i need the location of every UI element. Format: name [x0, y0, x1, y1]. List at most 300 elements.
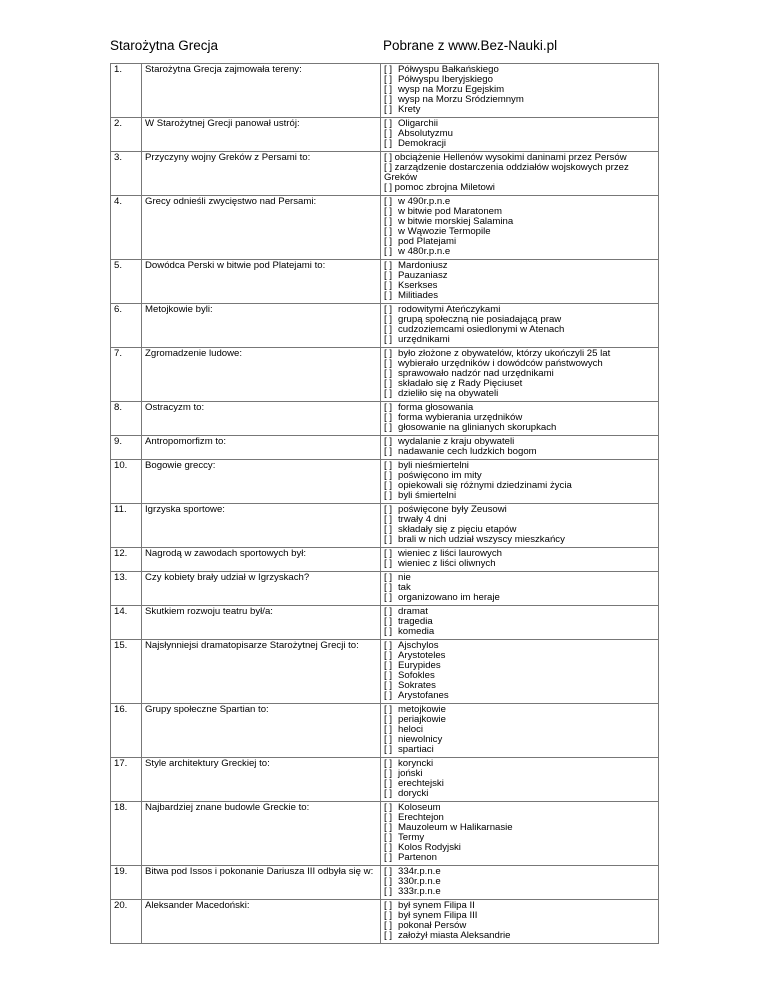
answer-checkbox[interactable]: [ ] [384, 759, 392, 769]
answer-checkbox[interactable]: [ ] [384, 671, 392, 681]
answer-option[interactable] [384, 789, 655, 799]
answer-option[interactable] [384, 617, 655, 627]
answer-option-label: spartiaci [398, 745, 434, 755]
question-number: 3. [111, 152, 142, 196]
answer-option-label: trwały 4 dni [398, 515, 447, 525]
answer-option[interactable] [384, 803, 655, 813]
answer-option[interactable] [384, 271, 655, 281]
answer-option-label: urzędnikami [398, 335, 450, 345]
answer-checkbox[interactable]: [ ] [384, 423, 392, 433]
answer-option[interactable] [384, 661, 655, 671]
answer-option-label: w bitwie morskiej Salamina [398, 217, 514, 227]
answer-checkbox[interactable]: [ ] [384, 75, 392, 85]
answer-option[interactable] [384, 681, 655, 691]
answer-checkbox[interactable]: [ ] [384, 813, 392, 823]
answer-checkbox[interactable]: [ ] [384, 853, 392, 863]
answer-option-label: erechtejski [398, 779, 444, 789]
answer-option-label: wysp na Morzu Egejskim [398, 85, 505, 95]
question-row [111, 402, 659, 436]
answer-checkbox[interactable]: [ ] [384, 833, 392, 843]
answer-option-label: był synem Filipa II [398, 901, 475, 911]
answer-option-label: komedia [398, 627, 435, 637]
answer-option[interactable] [384, 75, 655, 85]
question-number: 2. [111, 118, 142, 152]
answer-option-label: Erechtejon [398, 813, 444, 823]
question-text: Bitwa pod Issos i pokonanie Dariusza III odbyła się w: [142, 866, 381, 900]
answer-option-label: tragedia [398, 617, 433, 627]
answer-checkbox[interactable]: [ ] [384, 315, 392, 325]
answer-option[interactable] [384, 715, 655, 725]
answer-option[interactable] [384, 163, 655, 183]
question-text: Igrzyska sportowe: [142, 504, 381, 548]
question-row [111, 866, 659, 900]
answer-checkbox[interactable]: [ ] [384, 325, 392, 335]
answer-option-label: składały się z pięciu etapów [398, 525, 517, 535]
question-text: Skutkiem rozwoju teatru był/a: [142, 606, 381, 640]
question-text: Dowódca Perski w bitwie pod Platejami to: [142, 260, 381, 304]
answer-checkbox[interactable]: [ ] [384, 403, 392, 413]
answer-option-label: Pauzaniasz [398, 271, 448, 281]
answer-options [381, 460, 659, 504]
answer-options [381, 118, 659, 152]
answer-checkbox[interactable]: [ ] [384, 349, 392, 359]
question-text: Czy kobiety brały udział w Igrzyskach? [142, 572, 381, 606]
answer-option[interactable] [384, 573, 655, 583]
answer-checkbox[interactable]: [ ] [384, 471, 392, 481]
answer-option[interactable] [384, 335, 655, 345]
answer-option[interactable] [384, 471, 655, 481]
answer-option-label: Koloseum [398, 803, 441, 813]
answer-option-label: cudzoziemcami osiedlonymi w Atenach [398, 325, 565, 335]
answer-option-label: Kolos Rodyjski [398, 843, 461, 853]
answer-option-label: 333r.p.n.e [398, 887, 441, 897]
answer-option[interactable] [384, 95, 655, 105]
answer-checkbox[interactable]: [ ] [384, 217, 392, 227]
answer-option-label: Krety [398, 105, 421, 115]
answer-option-label: tak [398, 583, 411, 593]
answer-option-label: wieniec z liści oliwnych [398, 559, 496, 569]
question-text: Style architektury Greckiej to: [142, 758, 381, 802]
answer-checkbox[interactable]: [ ] [384, 803, 392, 813]
answer-options [381, 572, 659, 606]
answer-checkbox[interactable]: [ ] [384, 573, 392, 583]
answer-checkbox[interactable]: [ ] [384, 505, 392, 515]
question-number: 6. [111, 304, 142, 348]
answer-option-label: Sofokles [398, 671, 435, 681]
answer-checkbox[interactable]: [ ] [384, 769, 392, 779]
answer-checkbox[interactable]: [ ] [384, 515, 392, 525]
answer-option-label: byli nieśmiertelni [398, 461, 469, 471]
question-text: Nagrodą w zawodach sportowych był: [142, 548, 381, 572]
answer-option[interactable] [384, 921, 655, 931]
answer-option-label: zarządzenie dostarczenia oddziałów wojskowych przez Greków [384, 163, 629, 183]
answer-checkbox[interactable]: [ ] [384, 725, 392, 735]
answer-option-label: Partenon [398, 853, 437, 863]
answer-checkbox[interactable]: [ ] [384, 627, 392, 637]
answer-option-label: wieniec z liści laurowych [398, 549, 502, 559]
answer-options [381, 758, 659, 802]
answer-option[interactable] [384, 237, 655, 247]
answer-option[interactable] [384, 823, 655, 833]
question-row [111, 572, 659, 606]
answer-options [381, 866, 659, 900]
answer-checkbox[interactable]: [ ] [384, 183, 392, 193]
answer-option[interactable] [384, 911, 655, 921]
answer-option-label: Półwyspu Bałkańskiego [398, 65, 499, 75]
question-row [111, 118, 659, 152]
question-number: 16. [111, 704, 142, 758]
question-text: Bogowie greccy: [142, 460, 381, 504]
answer-option-label: wysp na Morzu Śródziemnym [398, 95, 524, 105]
answer-option[interactable] [384, 833, 655, 843]
answer-checkbox[interactable]: [ ] [384, 163, 392, 173]
answer-option-label: Ajschylos [398, 641, 439, 651]
answer-option[interactable] [384, 403, 655, 413]
answer-checkbox[interactable]: [ ] [384, 901, 392, 911]
answer-option-label: Termy [398, 833, 425, 843]
answer-option-label: sprawowało nadzór nad urzędnikami [398, 369, 554, 379]
answer-checkbox[interactable]: [ ] [384, 789, 392, 799]
answer-option[interactable] [384, 85, 655, 95]
answer-checkbox[interactable]: [ ] [384, 661, 392, 671]
answer-checkbox[interactable]: [ ] [384, 491, 392, 501]
answer-option[interactable] [384, 369, 655, 379]
answer-checkbox[interactable]: [ ] [384, 413, 392, 423]
answer-option[interactable] [384, 197, 655, 207]
answer-checkbox[interactable]: [ ] [384, 559, 392, 569]
answer-checkbox[interactable]: [ ] [384, 607, 392, 617]
answer-option-label: forma wybierania urzędników [398, 413, 523, 423]
answer-checkbox[interactable]: [ ] [384, 481, 392, 491]
answer-checkbox[interactable]: [ ] [384, 291, 392, 301]
question-row [111, 64, 659, 118]
answer-checkbox[interactable]: [ ] [384, 715, 392, 725]
answer-checkbox[interactable]: [ ] [384, 227, 392, 237]
answer-option[interactable] [384, 877, 655, 887]
answer-checkbox[interactable]: [ ] [384, 335, 392, 345]
answer-option[interactable] [384, 129, 655, 139]
answer-option-label: Półwyspu Iberyjskiego [398, 75, 493, 85]
answer-option[interactable] [384, 535, 655, 545]
question-number: 18. [111, 802, 142, 866]
answer-option-label: wydalanie z kraju obywateli [398, 437, 515, 447]
answer-options [381, 802, 659, 866]
answer-checkbox[interactable]: [ ] [384, 305, 392, 315]
answer-option[interactable] [384, 549, 655, 559]
answer-checkbox[interactable]: [ ] [384, 271, 392, 281]
answer-option-label: poświęcono im mity [398, 471, 482, 481]
answer-checkbox[interactable]: [ ] [384, 139, 392, 149]
answer-option-label: w bitwie pod Maratonem [398, 207, 502, 217]
answer-option-label: Demokracji [398, 139, 446, 149]
question-row [111, 606, 659, 640]
question-row [111, 436, 659, 460]
answer-option[interactable] [384, 627, 655, 637]
answer-checkbox[interactable]: [ ] [384, 237, 392, 247]
answer-option-label: był synem Filipa III [398, 911, 478, 921]
question-number: 8. [111, 402, 142, 436]
question-number: 5. [111, 260, 142, 304]
answer-option-label: pod Platejami [398, 237, 457, 247]
answer-option-label: Militiades [398, 291, 438, 301]
answer-option-label: dorycki [398, 789, 429, 799]
answer-option[interactable] [384, 491, 655, 501]
answer-option-label: Mardoniusz [398, 261, 448, 271]
answer-option[interactable] [384, 759, 655, 769]
question-number: 15. [111, 640, 142, 704]
answer-checkbox[interactable]: [ ] [384, 887, 392, 897]
answer-checkbox[interactable]: [ ] [384, 641, 392, 651]
answer-option-label: pokonał Persów [398, 921, 467, 931]
question-text: Antropomorfizm to: [142, 436, 381, 460]
answer-option-label: joński [398, 769, 423, 779]
answer-option-label: niewolnicy [398, 735, 443, 745]
answer-checkbox[interactable]: [ ] [384, 437, 392, 447]
answer-option[interactable] [384, 325, 655, 335]
answer-option-label: koryncki [398, 759, 434, 769]
question-row [111, 460, 659, 504]
question-row [111, 548, 659, 572]
question-number: 20. [111, 900, 142, 944]
answer-checkbox[interactable]: [ ] [384, 281, 392, 291]
answer-option-label: heloci [398, 725, 424, 735]
answer-checkbox[interactable]: [ ] [384, 447, 392, 457]
answer-option[interactable] [384, 65, 655, 75]
answer-option[interactable] [384, 105, 655, 115]
answer-option-label: poświęcone były Zeusowi [398, 505, 507, 515]
answer-checkbox[interactable]: [ ] [384, 583, 392, 593]
answer-option[interactable] [384, 481, 655, 491]
source-note: Pobrane z www.Bez-Nauki.pl [383, 38, 558, 53]
answer-option[interactable] [384, 671, 655, 681]
answer-options [381, 640, 659, 704]
answer-option[interactable] [384, 281, 655, 291]
answer-options [381, 196, 659, 260]
answer-checkbox[interactable]: [ ] [384, 651, 392, 661]
answer-option-label: opiekowali się różnymi dziedzinami życia [398, 481, 572, 491]
question-text: Grecy odnieśli zwycięstwo nad Persami: [142, 196, 381, 260]
answer-option[interactable] [384, 423, 655, 433]
answer-option[interactable] [384, 505, 655, 515]
answer-checkbox[interactable]: [ ] [384, 525, 392, 535]
answer-checkbox[interactable]: [ ] [384, 681, 392, 691]
answer-options [381, 348, 659, 402]
answer-option-label: rodowitymi Ateńczykami [398, 305, 501, 315]
answer-options [381, 900, 659, 944]
question-number: 9. [111, 436, 142, 460]
answer-option[interactable] [384, 779, 655, 789]
answer-option[interactable] [384, 641, 655, 651]
answer-checkbox[interactable]: [ ] [384, 379, 392, 389]
answer-checkbox[interactable]: [ ] [384, 745, 392, 755]
question-text: Najbardziej znane budowle Greckie to: [142, 802, 381, 866]
answer-checkbox[interactable]: [ ] [384, 389, 392, 399]
question-number: 11. [111, 504, 142, 548]
answer-checkbox[interactable]: [ ] [384, 823, 392, 833]
answer-checkbox[interactable]: [ ] [384, 911, 392, 921]
answer-options [381, 402, 659, 436]
question-number: 7. [111, 348, 142, 402]
answer-option-label: Eurypides [398, 661, 441, 671]
question-row [111, 196, 659, 260]
answer-option-label: dzieliło się na obywateli [398, 389, 499, 399]
answer-option[interactable] [384, 437, 655, 447]
question-number: 19. [111, 866, 142, 900]
answer-checkbox[interactable]: [ ] [384, 207, 392, 217]
answer-option[interactable] [384, 867, 655, 877]
answer-option-label: metojkowie [398, 705, 446, 715]
answer-option[interactable] [384, 227, 655, 237]
answer-option[interactable] [384, 207, 655, 217]
answer-option[interactable] [384, 931, 655, 941]
answer-option[interactable] [384, 461, 655, 471]
answer-checkbox[interactable]: [ ] [384, 931, 392, 941]
answer-checkbox[interactable]: [ ] [384, 369, 392, 379]
answer-option[interactable] [384, 593, 655, 603]
answer-option-label: wybierało urzędników i dowódców państwowych [398, 359, 603, 369]
question-number: 1. [111, 64, 142, 118]
answer-option[interactable] [384, 305, 655, 315]
question-number: 4. [111, 196, 142, 260]
question-text: Przyczyny wojny Greków z Persami to: [142, 152, 381, 196]
answer-option[interactable] [384, 119, 655, 129]
answer-checkbox[interactable]: [ ] [384, 735, 392, 745]
answer-option[interactable] [384, 349, 655, 359]
question-number: 17. [111, 758, 142, 802]
answer-options [381, 64, 659, 118]
answer-option-label: składało się z Rady Pięciuset [398, 379, 523, 389]
answer-options [381, 606, 659, 640]
answer-option[interactable] [384, 853, 655, 863]
answer-option[interactable] [384, 515, 655, 525]
question-row [111, 802, 659, 866]
answer-checkbox[interactable]: [ ] [384, 691, 392, 701]
answer-checkbox[interactable]: [ ] [384, 593, 392, 603]
answer-checkbox[interactable]: [ ] [384, 65, 392, 75]
answer-checkbox[interactable]: [ ] [384, 843, 392, 853]
question-row [111, 504, 659, 548]
answer-option-label: byli śmiertelni [398, 491, 457, 501]
answer-option[interactable] [384, 651, 655, 661]
question-number: 14. [111, 606, 142, 640]
answer-option[interactable] [384, 735, 655, 745]
answer-option[interactable] [384, 315, 655, 325]
answer-option[interactable] [384, 139, 655, 149]
answer-option[interactable] [384, 583, 655, 593]
answer-option[interactable] [384, 525, 655, 535]
answer-options [381, 260, 659, 304]
answer-checkbox[interactable]: [ ] [384, 261, 392, 271]
answer-checkbox[interactable]: [ ] [384, 105, 392, 115]
answer-option[interactable] [384, 607, 655, 617]
answer-option[interactable] [384, 291, 655, 301]
answer-option[interactable] [384, 901, 655, 911]
question-row [111, 640, 659, 704]
answer-checkbox[interactable]: [ ] [384, 153, 392, 163]
answer-option-label: w Wąwozie Termopile [398, 227, 491, 237]
answer-option-label: dramat [398, 607, 428, 617]
question-text: Zgromadzenie ludowe: [142, 348, 381, 402]
question-row [111, 260, 659, 304]
answer-option[interactable] [384, 813, 655, 823]
answer-checkbox[interactable]: [ ] [384, 535, 392, 545]
question-row [111, 704, 659, 758]
question-row [111, 900, 659, 944]
answer-option-label: w 480r.p.n.e [398, 247, 451, 257]
answer-options [381, 304, 659, 348]
answer-checkbox[interactable]: [ ] [384, 85, 392, 95]
answer-option[interactable] [384, 359, 655, 369]
answer-option-label: Arystofanes [398, 691, 449, 701]
answer-option-label: obciążenie Hellenów wysokimi daninami przez Persów [394, 153, 627, 163]
answer-option[interactable] [384, 153, 655, 163]
answer-option[interactable] [384, 691, 655, 701]
answer-option[interactable] [384, 247, 655, 257]
answer-option-label: Arystoteles [398, 651, 446, 661]
answer-option-label: periajkowie [398, 715, 446, 725]
question-text: Ostracyzm to: [142, 402, 381, 436]
answer-option[interactable] [384, 559, 655, 569]
answer-option[interactable] [384, 183, 655, 193]
answer-option[interactable] [384, 447, 655, 457]
question-number: 13. [111, 572, 142, 606]
answer-option-label: brali w nich udział wszyscy mieszkańcy [398, 535, 565, 545]
question-text: W Starożytnej Grecji panował ustrój: [142, 118, 381, 152]
answer-option-label: forma głosowania [398, 403, 474, 413]
answer-option[interactable] [384, 413, 655, 423]
answer-checkbox[interactable]: [ ] [384, 779, 392, 789]
answer-checkbox[interactable]: [ ] [384, 247, 392, 257]
answer-option-label: pomoc zbrojna Miletowi [394, 183, 495, 193]
answer-option[interactable] [384, 725, 655, 735]
answer-option[interactable] [384, 843, 655, 853]
question-number: 10. [111, 460, 142, 504]
answer-option[interactable] [384, 705, 655, 715]
answer-options [381, 548, 659, 572]
answer-option-label: organizowano im heraje [398, 593, 500, 603]
answer-option[interactable] [384, 217, 655, 227]
answer-option-label: nie [398, 573, 411, 583]
answer-checkbox[interactable]: [ ] [384, 461, 392, 471]
answer-option[interactable] [384, 887, 655, 897]
answer-option-label: założył miasta Aleksandrie [398, 931, 511, 941]
answer-checkbox[interactable]: [ ] [384, 921, 392, 931]
answer-option-label: było złożone z obywatelów, którzy ukończyli 25 lat [398, 349, 611, 359]
answer-checkbox[interactable]: [ ] [384, 877, 392, 887]
answer-checkbox[interactable]: [ ] [384, 119, 392, 129]
answer-checkbox[interactable]: [ ] [384, 705, 392, 715]
answer-option-label: Sokrates [398, 681, 436, 691]
answer-checkbox[interactable]: [ ] [384, 867, 392, 877]
answer-option-label: w 490r.p.n.e [398, 197, 451, 207]
answer-option-label: grupą społeczną nie posiadającą praw [398, 315, 562, 325]
answer-option-label: 330r.p.n.e [398, 877, 441, 887]
answer-option-label: nadawanie cech ludzkich bogom [398, 447, 537, 457]
answer-option[interactable] [384, 379, 655, 389]
answer-checkbox[interactable]: [ ] [384, 617, 392, 627]
answer-option[interactable] [384, 769, 655, 779]
answer-checkbox[interactable]: [ ] [384, 129, 392, 139]
question-row [111, 348, 659, 402]
answer-option[interactable] [384, 389, 655, 399]
answer-checkbox[interactable]: [ ] [384, 95, 392, 105]
answer-option[interactable] [384, 745, 655, 755]
answer-checkbox[interactable]: [ ] [384, 197, 392, 207]
answer-checkbox[interactable]: [ ] [384, 549, 392, 559]
question-row [111, 758, 659, 802]
answer-checkbox[interactable]: [ ] [384, 359, 392, 369]
answer-option[interactable] [384, 261, 655, 271]
